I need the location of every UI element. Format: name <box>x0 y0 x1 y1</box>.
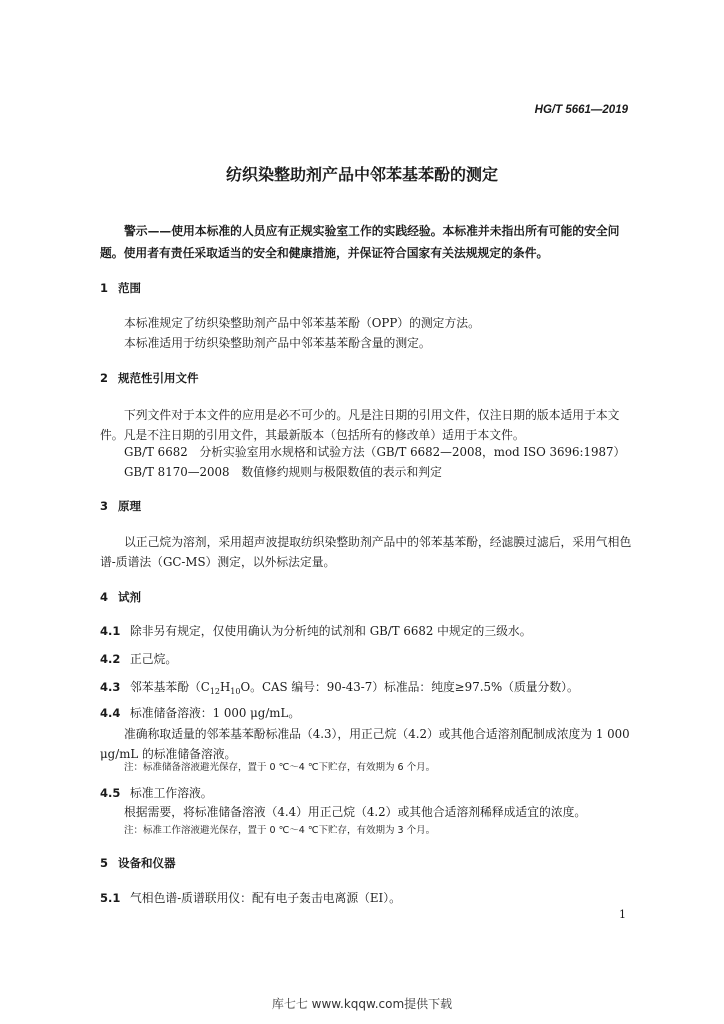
section-number: 4 <box>100 590 109 604</box>
stock-solution-note: 注：标准储备溶液避光保存，置于 0 ℃～4 ℃下贮存，有效期为 6 个月。 <box>124 762 436 773</box>
section-number: 1 <box>100 281 109 295</box>
section-title: 规范性引用文件 <box>118 371 199 385</box>
clause-4-3 <box>100 680 579 698</box>
section-heading-principle <box>100 499 141 515</box>
clause-text-pre: 邻苯基苯酚（C <box>130 680 210 694</box>
section-number: 3 <box>100 499 109 513</box>
reference-gbt8170: GB/T 8170—2008 数值修约规则与极限数值的表示和判定 <box>124 465 442 479</box>
clause-number: 4.1 <box>100 624 121 638</box>
formula-subscript-c: 12 <box>209 687 220 696</box>
clause-4-5 <box>100 786 213 802</box>
clause-number: 4.4 <box>100 706 121 720</box>
clause-text-post: O。CAS 编号：90-43-7）标准品：纯度≥97.5%（质量分数）。 <box>240 680 579 694</box>
clause-number: 4.3 <box>100 680 121 694</box>
clause-number: 4.5 <box>100 786 121 800</box>
working-solution-note: 注：标准工作溶液避光保存，置于 0 ℃～4 ℃下贮存，有效期为 3 个月。 <box>124 825 436 836</box>
clause-4-4 <box>100 706 300 722</box>
clause-text: 标准储备溶液：1 000 μg/mL。 <box>130 706 301 720</box>
clause-5-1 <box>100 891 401 907</box>
section-heading-normative-references <box>100 371 199 387</box>
references-paragraph: 下列文件对于本文件的应用是必不可少的。凡是注日期的引用文件，仅注日期的版本适用于本文件。凡是不注日期的引用文件，其最新版本（包括所有的修改单）适用于本文件。 <box>100 408 620 442</box>
warning-paragraph: 警示——使用本标准的人员应有正规实验室工作的实践经验。本标准并未指出所有可能的安全问题。使用者有责任采取适当的安全和健康措施，并保证符合国家有关法规规定的条件。 <box>100 224 620 260</box>
section-heading-scope <box>100 281 141 297</box>
scope-line-2: 本标准适用于纺织染整助剂产品中邻苯基苯酚含量的测定。 <box>124 336 431 350</box>
clause-text: 正己烷。 <box>130 652 178 666</box>
clause-4-2 <box>100 652 177 668</box>
clause-number: 5.1 <box>100 891 121 905</box>
stock-solution-paragraph: 准确称取适量的邻苯基苯酚标准品（4.3），用正己烷（4.2）或其他合适溶剂配制成浓度为 1 000 μg/mL 的标准储备溶液。 <box>100 727 630 761</box>
clause-text: 气相色谱-质谱联用仪：配有电子轰击电离源（EI）。 <box>130 891 401 905</box>
section-title: 原理 <box>118 499 141 513</box>
download-footer: 库七七 www.kqqw.com提供下载 <box>271 997 453 1011</box>
clause-text: 标准工作溶液。 <box>130 786 213 800</box>
section-title: 设备和仪器 <box>118 856 176 870</box>
section-number: 5 <box>100 856 109 870</box>
page-number: 1 <box>619 908 626 921</box>
clause-text: 除非另有规定，仅使用确认为分析纯的试剂和 GB/T 6682 中规定的三级水。 <box>130 624 532 638</box>
principle-paragraph: 以正己烷为溶剂，采用超声波提取纺织染整助剂产品中的邻苯基苯酚，经滤膜过滤后，采用气相色谱-质谱法（GC-MS）测定，以外标法定量。 <box>100 535 632 569</box>
clause-4-1 <box>100 624 532 640</box>
formula-subscript-h: 10 <box>230 687 241 696</box>
standard-code: HG/T 5661—2019 <box>534 104 628 116</box>
scope-line-1: 本标准规定了纺织染整助剂产品中邻苯基苯酚（OPP）的测定方法。 <box>124 316 480 330</box>
working-solution-paragraph: 根据需要，将标准储备溶液（4.4）用正己烷（4.2）或其他合适溶剂稀释成适宜的浓度。 <box>124 805 587 819</box>
document-title: 纺织染整助剂产品中邻苯基苯酚的测定 <box>225 165 498 184</box>
clause-number: 4.2 <box>100 652 121 666</box>
reference-gbt6682: GB/T 6682 分析实验室用水规格和试验方法（GB/T 6682—2008，mod ISO 3696:1987） <box>124 445 626 459</box>
section-number: 2 <box>100 371 109 385</box>
section-heading-apparatus <box>100 856 176 872</box>
section-heading-reagents <box>100 590 141 606</box>
clause-text-mid: H <box>220 680 231 694</box>
section-title: 范围 <box>118 281 141 295</box>
section-title: 试剂 <box>118 590 141 604</box>
